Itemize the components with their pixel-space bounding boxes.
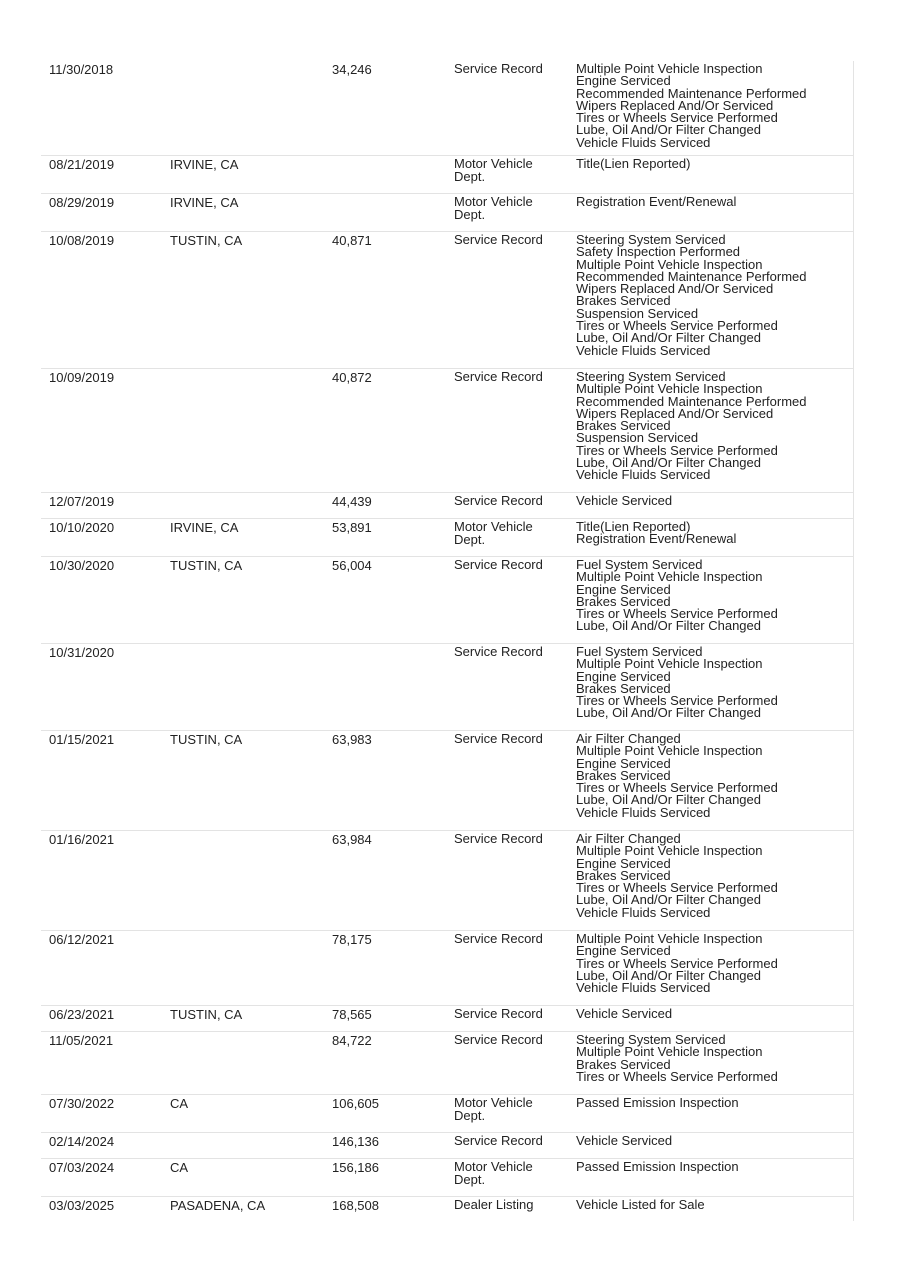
row-date: 06/23/2021	[49, 1007, 115, 1022]
table-row	[41, 493, 854, 519]
row-date: 02/14/2024	[49, 1134, 115, 1149]
row-date: 03/03/2025	[49, 1198, 115, 1213]
row-location: TUSTIN, CA	[170, 1007, 243, 1022]
detail-line: Tires or Wheels Service Performed	[576, 955, 778, 971]
row-location: TUSTIN, CA	[170, 233, 243, 248]
detail-line: Multiple Point Vehicle Inspection	[576, 1044, 763, 1060]
row-date: 11/05/2021	[49, 1033, 114, 1048]
detail-line: Engine Serviced	[576, 943, 671, 959]
row-date: 10/30/2020	[49, 558, 115, 573]
row-date: 06/12/2021	[49, 932, 115, 947]
row-location: TUSTIN, CA	[170, 558, 243, 573]
row-source: Service Record	[454, 644, 543, 659]
row-location: IRVINE, CA	[170, 157, 239, 172]
table-row	[41, 1006, 854, 1032]
row-details	[576, 833, 778, 919]
detail-line: Brakes Serviced	[576, 767, 671, 783]
detail-line: Tires or Wheels Service Performed	[576, 606, 778, 622]
row-odometer: 146,136	[332, 1134, 379, 1149]
row-date: 01/16/2021	[49, 832, 115, 847]
detail-line: Wipers Replaced And/Or Serviced	[576, 405, 774, 421]
detail-line: Fuel System Serviced	[576, 644, 703, 659]
detail-line: Engine Serviced	[576, 855, 671, 871]
detail-line: Passed Emission Inspection	[576, 1159, 739, 1174]
row-odometer: 78,565	[332, 1007, 372, 1022]
row-details	[576, 646, 778, 720]
detail-line: Vehicle Serviced	[576, 493, 673, 508]
detail-line: Brakes Serviced	[576, 418, 671, 434]
detail-line: Brakes Serviced	[576, 867, 671, 883]
table-row	[41, 1133, 854, 1159]
row-date: 08/21/2019	[49, 157, 115, 172]
detail-line: Lube, Oil And/Or Filter Changed	[576, 618, 761, 634]
row-date: 10/10/2020	[49, 520, 115, 535]
row-source: Motor Vehicle Dept.	[454, 1159, 533, 1187]
detail-line: Fuel System Serviced	[576, 557, 703, 572]
row-details	[576, 371, 807, 482]
row-source: Motor Vehicle Dept.	[454, 519, 533, 547]
row-date: 10/31/2020	[49, 645, 115, 660]
row-details	[576, 1135, 672, 1147]
row-odometer: 84,722	[332, 1033, 372, 1048]
detail-line: Lube, Oil And/Or Filter Changed	[576, 330, 761, 346]
table-row	[41, 156, 854, 194]
row-odometer: 40,871	[332, 233, 372, 248]
row-location: CA	[170, 1160, 189, 1175]
row-date: 01/15/2021	[49, 732, 115, 747]
detail-line: Wipers Replaced And/Or Serviced	[576, 97, 774, 113]
detail-line: Vehicle Listed for Sale	[576, 1197, 705, 1212]
detail-line: Lube, Oil And/Or Filter Changed	[576, 892, 761, 908]
row-odometer: 63,983	[332, 732, 372, 747]
row-source: Service Record	[454, 369, 543, 384]
detail-line: Vehicle Fluids Serviced	[576, 980, 711, 996]
table-row	[41, 931, 854, 1006]
detail-line: Vehicle Fluids Serviced	[576, 804, 711, 820]
row-odometer: 106,605	[332, 1096, 379, 1111]
row-source: Service Record	[454, 557, 543, 572]
row-odometer: 53,891	[332, 520, 372, 535]
detail-line: Vehicle Serviced	[576, 1133, 673, 1148]
row-source: Service Record	[454, 1133, 543, 1148]
detail-line: Engine Serviced	[576, 755, 671, 771]
detail-line: Tires or Wheels Service Performed	[576, 442, 778, 458]
row-source: Service Record	[454, 831, 543, 846]
row-date: 10/08/2019	[49, 233, 115, 248]
row-date: 08/29/2019	[49, 195, 115, 210]
table-row	[41, 1095, 854, 1133]
detail-line: Title(Lien Reported)	[576, 156, 691, 171]
row-details	[576, 234, 807, 357]
row-location: CA	[170, 1096, 189, 1111]
table-row	[41, 731, 854, 831]
row-location: IRVINE, CA	[170, 520, 239, 535]
table-row	[41, 1159, 854, 1197]
row-details	[576, 559, 778, 633]
row-source: Service Record	[454, 232, 543, 247]
detail-line: Recommended Maintenance Performed	[576, 268, 807, 284]
row-details	[576, 521, 736, 546]
detail-line: Brakes Serviced	[576, 1056, 671, 1072]
detail-line: Brakes Serviced	[576, 680, 671, 696]
detail-line: Suspension Serviced	[576, 305, 699, 321]
detail-line: Multiple Point Vehicle Inspection	[576, 931, 763, 946]
row-odometer: 40,872	[332, 370, 372, 385]
detail-line: Brakes Serviced	[576, 593, 671, 609]
detail-line: Lube, Oil And/Or Filter Changed	[576, 792, 761, 808]
detail-line: Vehicle Fluids Serviced	[576, 904, 711, 920]
row-details	[576, 1097, 739, 1109]
row-details	[576, 1034, 778, 1083]
detail-line: Brakes Serviced	[576, 293, 671, 309]
detail-line: Title(Lien Reported)	[576, 519, 691, 534]
detail-line: Engine Serviced	[576, 73, 671, 89]
detail-line: Multiple Point Vehicle Inspection	[576, 61, 763, 76]
table-row	[41, 831, 854, 931]
detail-line: Lube, Oil And/Or Filter Changed	[576, 122, 761, 138]
detail-line: Recommended Maintenance Performed	[576, 85, 807, 101]
row-odometer: 56,004	[332, 558, 372, 573]
row-details	[576, 733, 778, 819]
row-details	[576, 933, 778, 994]
detail-line: Lube, Oil And/Or Filter Changed	[576, 967, 761, 983]
row-details	[576, 63, 807, 149]
detail-line: Wipers Replaced And/Or Serviced	[576, 281, 774, 297]
detail-line: Multiple Point Vehicle Inspection	[576, 569, 763, 585]
row-details	[576, 495, 672, 507]
table-row	[41, 232, 854, 369]
detail-line: Tires or Wheels Service Performed	[576, 693, 778, 709]
table-row	[41, 194, 854, 232]
table-row	[41, 369, 854, 493]
detail-line: Multiple Point Vehicle Inspection	[576, 656, 763, 672]
row-source: Service Record	[454, 1006, 543, 1021]
table-row	[41, 61, 854, 156]
detail-line: Suspension Serviced	[576, 430, 699, 446]
detail-line: Multiple Point Vehicle Inspection	[576, 843, 763, 859]
row-date: 10/09/2019	[49, 370, 115, 385]
detail-line: Registration Event/Renewal	[576, 194, 737, 209]
table-row	[41, 557, 854, 644]
row-date: 07/03/2024	[49, 1160, 115, 1175]
row-details	[576, 158, 690, 170]
detail-line: Steering System Serviced	[576, 369, 726, 384]
row-odometer: 44,439	[332, 494, 372, 509]
row-odometer: 34,246	[332, 62, 372, 77]
detail-line: Vehicle Fluids Serviced	[576, 467, 711, 483]
detail-line: Vehicle Fluids Serviced	[576, 342, 711, 358]
detail-line: Steering System Serviced	[576, 232, 726, 247]
detail-line: Tires or Wheels Service Performed	[576, 780, 778, 796]
detail-line: Engine Serviced	[576, 668, 671, 684]
detail-line: Tires or Wheels Service Performed	[576, 1068, 778, 1084]
row-source: Service Record	[454, 61, 543, 76]
table-row	[41, 1197, 854, 1221]
detail-line: Air Filter Changed	[576, 731, 681, 746]
detail-line: Multiple Point Vehicle Inspection	[576, 381, 763, 397]
detail-line: Tires or Wheels Service Performed	[576, 318, 778, 334]
row-source: Service Record	[454, 731, 543, 746]
row-odometer: 78,175	[332, 932, 372, 947]
detail-line: Tires or Wheels Service Performed	[576, 110, 778, 126]
detail-line: Steering System Serviced	[576, 1032, 726, 1047]
vehicle-history-table	[41, 61, 854, 1221]
row-source: Service Record	[454, 1032, 543, 1047]
row-details	[576, 1161, 739, 1173]
row-location: TUSTIN, CA	[170, 732, 243, 747]
row-odometer: 168,508	[332, 1198, 379, 1213]
detail-line: Lube, Oil And/Or Filter Changed	[576, 455, 761, 471]
detail-line: Registration Event/Renewal	[576, 531, 737, 547]
row-date: 07/30/2022	[49, 1096, 115, 1111]
row-date: 12/07/2019	[49, 494, 115, 509]
detail-line: Passed Emission Inspection	[576, 1095, 739, 1110]
table-row	[41, 644, 854, 731]
row-source: Motor Vehicle Dept.	[454, 156, 533, 184]
row-location: IRVINE, CA	[170, 195, 239, 210]
detail-line: Vehicle Serviced	[576, 1006, 673, 1021]
detail-line: Tires or Wheels Service Performed	[576, 880, 778, 896]
row-details	[576, 196, 736, 208]
row-odometer: 63,984	[332, 832, 372, 847]
detail-line: Recommended Maintenance Performed	[576, 393, 807, 409]
detail-line: Engine Serviced	[576, 581, 671, 597]
detail-line: Multiple Point Vehicle Inspection	[576, 256, 763, 272]
row-location: PASADENA, CA	[170, 1198, 266, 1213]
table-row	[41, 1032, 854, 1095]
row-source: Service Record	[454, 931, 543, 946]
row-source: Dealer Listing	[454, 1197, 534, 1212]
row-details	[576, 1008, 672, 1020]
row-odometer: 156,186	[332, 1160, 379, 1175]
detail-line: Multiple Point Vehicle Inspection	[576, 743, 763, 759]
row-details	[576, 1199, 705, 1211]
row-source: Service Record	[454, 493, 543, 508]
detail-line: Lube, Oil And/Or Filter Changed	[576, 705, 761, 721]
detail-line: Air Filter Changed	[576, 831, 681, 846]
detail-line: Vehicle Fluids Serviced	[576, 134, 711, 150]
detail-line: Safety Inspection Performed	[576, 244, 741, 260]
row-source: Motor Vehicle Dept.	[454, 1095, 533, 1123]
row-source: Motor Vehicle Dept.	[454, 194, 533, 222]
table-row	[41, 519, 854, 557]
row-date: 11/30/2018	[49, 62, 114, 77]
